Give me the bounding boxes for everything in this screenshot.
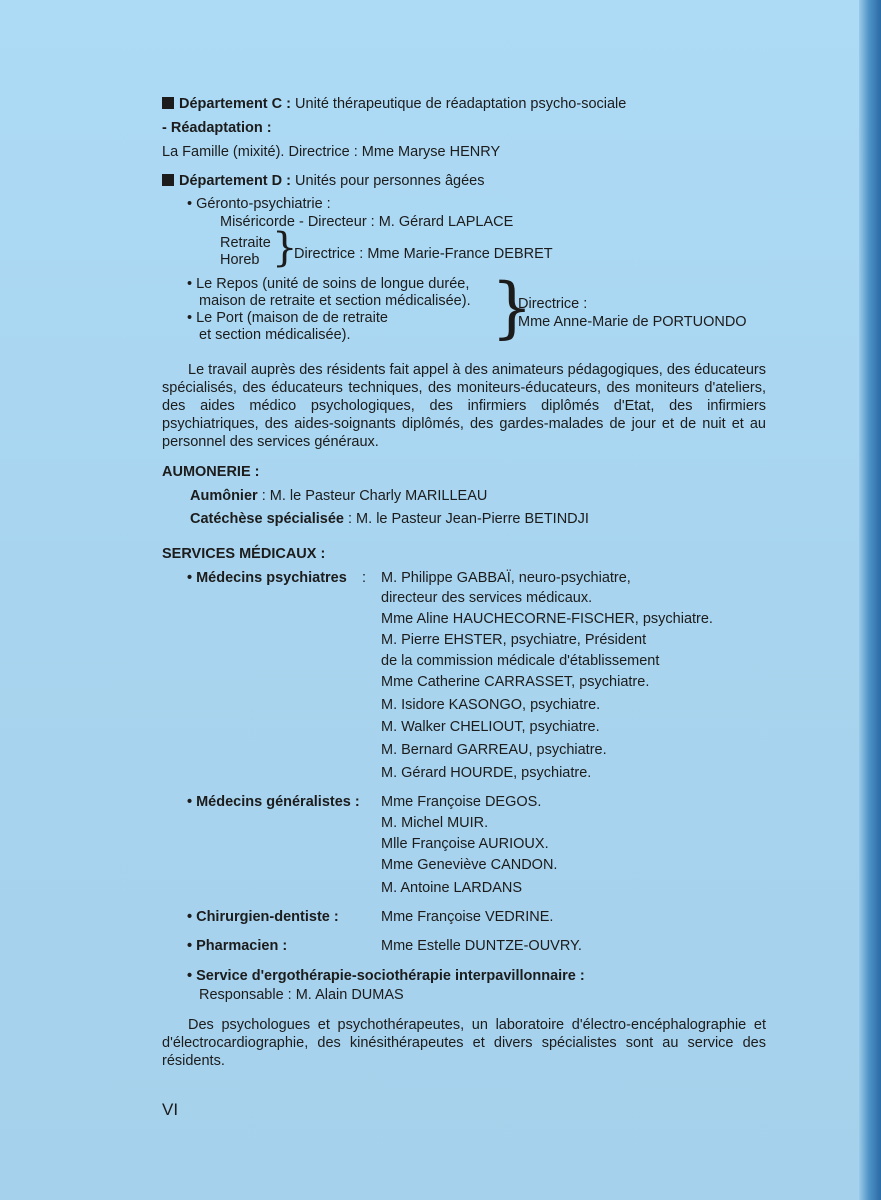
psy-item: M. Isidore KASONGO, psychiatre. bbox=[381, 697, 601, 713]
psy-label: • Médecins psychiatres bbox=[187, 570, 347, 586]
psy-colon: : bbox=[362, 570, 367, 586]
dept-d-port1: • Le Port (maison de de retraite bbox=[187, 310, 388, 326]
dept-d-geronto: • Géronto-psychiatrie : bbox=[187, 196, 331, 212]
brace-icon: } bbox=[272, 225, 298, 271]
gen-item: M. Antoine LARDANS bbox=[381, 880, 523, 896]
gen-item: Mme Françoise DEGOS. bbox=[381, 794, 542, 810]
aumonier-value: : M. le Pasteur Charly MARILLEAU bbox=[261, 488, 488, 504]
dept-d-repos2: maison de retraite et section médicalisée). bbox=[199, 293, 471, 309]
psy-item: M. Gérard HOURDE, psychiatre. bbox=[381, 765, 592, 781]
psy-item: de la commission médicale d'établissement bbox=[381, 653, 660, 669]
catechese-value: : M. le Pasteur Jean-Pierre BETINDJI bbox=[348, 511, 589, 527]
pharma-value: Mme Estelle DUNTZE-OUVRY. bbox=[381, 938, 582, 954]
psy-item: M. Bernard GARREAU, psychiatre. bbox=[381, 742, 607, 758]
closing-paragraph: Des psychologues et psychothérapeutes, un laboratoire d'électro-encéphalographie et d'électrocardiographie, des kinésithérapeutes et divers spécialistes sont au service des résidents. bbox=[162, 1017, 766, 1069]
dept-c-heading bbox=[162, 95, 626, 113]
catechese-label: Catéchèse spécialisée bbox=[190, 511, 344, 527]
dept-c-famille: La Famille (mixité). Directrice : Mme Maryse HENRY bbox=[162, 144, 501, 160]
pharma-label: • Pharmacien : bbox=[187, 938, 288, 954]
psy-item: Mme Catherine CARRASSET, psychiatre. bbox=[381, 674, 650, 690]
ergo-value: Responsable : M. Alain DUMAS bbox=[199, 987, 404, 1003]
square-bullet-icon bbox=[162, 174, 174, 186]
dept-d-dir-label: Directrice : bbox=[518, 296, 588, 312]
psy-item: M. Pierre EHSTER, psychiatre, Président bbox=[381, 632, 647, 648]
dept-d-desc: Unités pour personnes âgées bbox=[295, 173, 485, 189]
aumonier-label: Aumônier bbox=[190, 488, 258, 504]
gen-item: Mme Geneviève CANDON. bbox=[381, 857, 558, 873]
dept-c-sub: - Réadaptation : bbox=[162, 120, 272, 136]
dept-d-heading bbox=[162, 172, 484, 190]
dentiste-label: • Chirurgien-dentiste : bbox=[187, 909, 339, 925]
dept-d-port2: et section médicalisée). bbox=[199, 327, 351, 343]
dept-d-debret: Directrice : Mme Marie-France DEBRET bbox=[294, 246, 553, 262]
dept-d-title: Département D : bbox=[179, 173, 291, 189]
aumonier-line bbox=[190, 487, 487, 505]
gen-label: • Médecins généralistes : bbox=[187, 794, 360, 810]
psy-item: Mme Aline HAUCHECORNE-FISCHER, psychiatre. bbox=[381, 611, 713, 627]
gen-item: Mlle Françoise AURIOUX. bbox=[381, 836, 549, 852]
psy-item: directeur des services médicaux. bbox=[381, 590, 593, 606]
catechese-line bbox=[190, 510, 589, 528]
dept-d-dir-name: Mme Anne-Marie de PORTUONDO bbox=[518, 314, 747, 330]
ergo-label: • Service d'ergothérapie-sociothérapie interpavillonnaire : bbox=[187, 968, 585, 984]
dept-d-horeb: Horeb bbox=[220, 252, 260, 268]
psy-item: M. Walker CHELIOUT, psychiatre. bbox=[381, 719, 600, 735]
dept-d-repos1: • Le Repos (unité de soins de longue durée, bbox=[187, 276, 470, 292]
aumonerie-title: AUMONERIE : bbox=[162, 464, 260, 480]
services-title: SERVICES MÉDICAUX : bbox=[162, 546, 326, 562]
gen-item: M. Michel MUIR. bbox=[381, 815, 489, 831]
dept-c-desc: Unité thérapeutique de réadaptation psycho-sociale bbox=[295, 96, 627, 112]
psy-item: M. Philippe GABBAÏ, neuro-psychiatre, bbox=[381, 570, 631, 586]
binding-edge bbox=[859, 0, 881, 1200]
dept-d-misericorde: Miséricorde - Directeur : M. Gérard LAPLACE bbox=[220, 214, 514, 230]
travail-paragraph: Le travail auprès des résidents fait appel à des animateurs pédagogiques, des éducateurs spécialisés, des éducateurs techniques, des moniteurs-éducateurs, des moniteurs d'ateliers, des aides médico psychologiques, des infirmiers diplômés d'Etat, des infirmiers psychiatriques, des aides-soignants diplômés, des gardes-malades de jour et de nuit et au personnel des services généraux. bbox=[162, 362, 766, 450]
dept-d-retraite: Retraite bbox=[220, 235, 271, 251]
page-number: VI bbox=[162, 1100, 179, 1119]
brace-icon: } bbox=[491, 269, 533, 346]
dept-c-title: Département C : bbox=[179, 96, 291, 112]
square-bullet-icon bbox=[162, 97, 174, 109]
dentiste-value: Mme Françoise VEDRINE. bbox=[381, 909, 554, 925]
